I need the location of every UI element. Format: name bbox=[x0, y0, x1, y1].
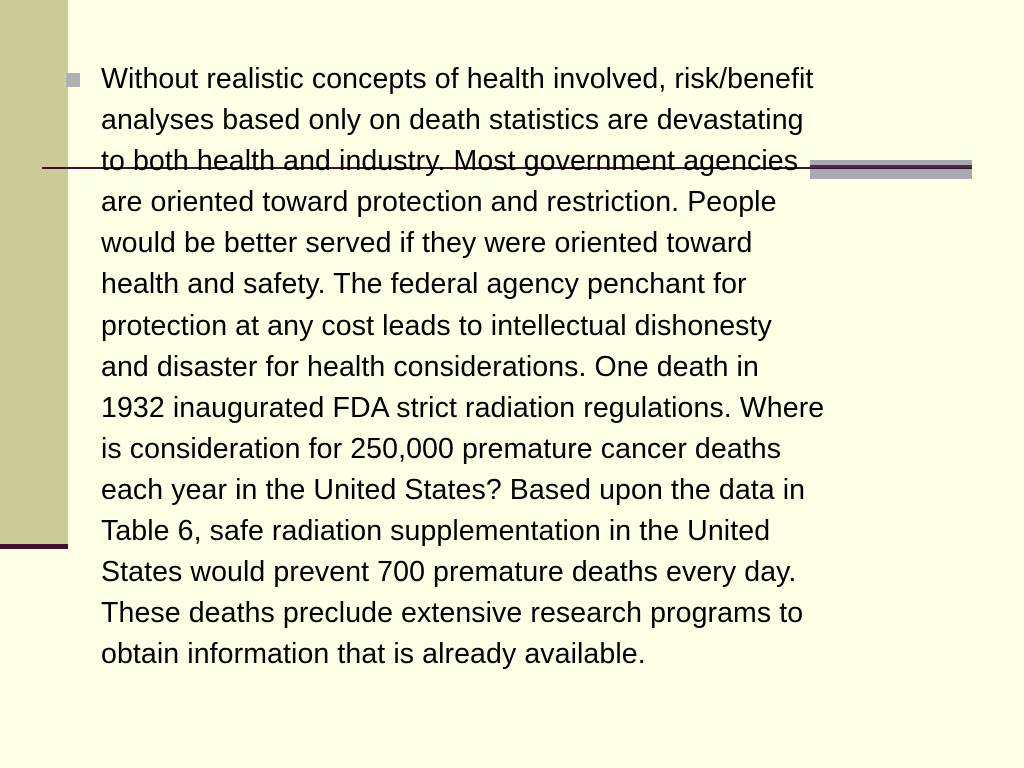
left-decorative-bar bbox=[0, 0, 68, 545]
left-bar-underline bbox=[0, 544, 68, 549]
square-bullet-icon bbox=[66, 73, 80, 87]
slide-body-text: Without realistic concepts of health involved, risk/benefit analyses based only on death statistics are devastating to both health and industry. Most government agencies are oriented toward protection and restriction. People would be better served if they were oriented toward health and safety. The federal agency penchant for protection at any cost leads to intellectual dishonesty and disaster for health considerations. One death in 1932 inaugurated FDA strict radiation regulations. Where is consideration for 250,000 premature cancer deaths each year in the United States? Based upon the data in Table 6, safe radiation supplementation in the United States would prevent 700 premature deaths every day. These deaths preclude extensive research programs to obtain information that is already available. bbox=[101, 63, 825, 671]
